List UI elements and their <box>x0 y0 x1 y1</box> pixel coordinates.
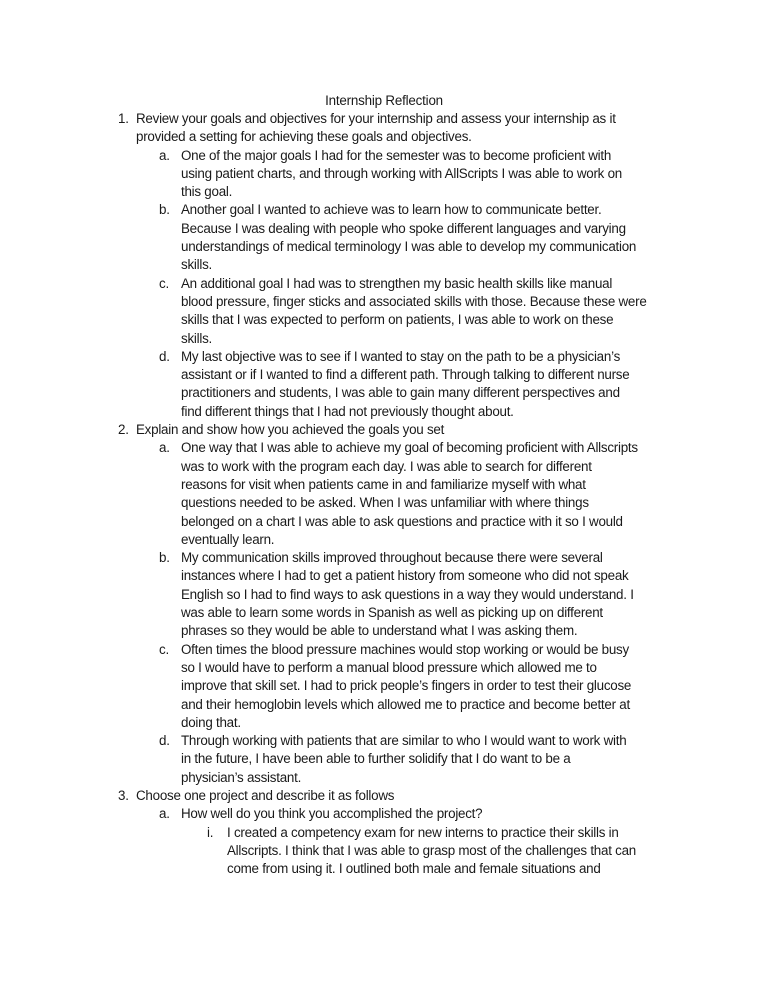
text-line: skills. <box>181 257 212 273</box>
text-line: Through working with patients that are similar to who I would want to work with <box>181 733 627 749</box>
answer-text <box>181 275 768 348</box>
question-text <box>136 787 768 805</box>
list-letter: a. <box>159 806 170 822</box>
text-line: Choose one project and describe it as follows <box>136 787 395 803</box>
list-letter: c. <box>159 641 169 657</box>
answer-2a <box>0 439 768 549</box>
text-line: reasons for visit when patients came in and familiarize myself with what <box>181 476 586 492</box>
answer-2d <box>0 732 768 787</box>
document-body <box>0 110 768 878</box>
text-line: using patient charts, and through working with AllScripts I was able to work on <box>181 165 622 181</box>
answer-text <box>181 439 768 549</box>
text-line: in the future, I have been able to further solidify that I do want to be a <box>181 751 571 767</box>
text-line: Another goal I wanted to achieve was to learn how to communicate better. <box>181 202 602 218</box>
answer-text <box>181 549 768 640</box>
list-letter: d. <box>159 733 170 749</box>
text-line: provided a setting for achieving these goals and objectives. <box>136 129 472 145</box>
text-line: My last objective was to see if I wanted to stay on the path to be a physician’s <box>181 348 621 364</box>
text-line: Often times the blood pressure machines would stop working or would be busy <box>181 641 629 657</box>
subquestion-3a <box>0 805 768 823</box>
text-line: eventually learn. <box>181 531 275 547</box>
text-line: An additional goal I had was to strengthen my basic health skills like manual <box>181 275 613 291</box>
text-line: assistant or if I wanted to find a different path. Through talking to different nurse <box>181 367 630 383</box>
text-line: skills that I was expected to perform on patients, I was able to work on these <box>181 312 614 328</box>
list-letter: b. <box>159 202 170 218</box>
answer-1b <box>0 201 768 274</box>
text-line: improve that skill set. I had to prick people’s fingers in order to test their glucose <box>181 678 632 694</box>
text-line: One way that I was able to achieve my goal of becoming proficient with Allscripts <box>181 440 638 456</box>
answer-text <box>181 641 768 732</box>
text-line: this goal. <box>181 184 233 200</box>
question-1 <box>0 110 768 147</box>
list-roman: i. <box>207 824 214 840</box>
text-line: find different things that I had not previously thought about. <box>181 403 514 419</box>
text-line: Allscripts. I think that I was able to grasp most of the challenges that can <box>227 842 636 858</box>
text-line: understandings of medical terminology I was able to develop my communication <box>181 239 637 255</box>
document-title: Internship Reflection <box>325 93 443 108</box>
text-line: blood pressure, finger sticks and associated skills with those. Because these were <box>181 293 647 309</box>
answer-2c <box>0 641 768 732</box>
text-line: I created a competency exam for new interns to practice their skills in <box>227 824 619 840</box>
question-text <box>136 110 768 147</box>
list-number: 3. <box>118 787 129 803</box>
answer-3a-i <box>0 824 768 879</box>
answer-2b <box>0 549 768 640</box>
answer-1c <box>0 275 768 348</box>
answer-text <box>181 201 768 274</box>
text-line: My communication skills improved throughout because there were several <box>181 550 603 566</box>
text-line: was to work with the program each day. I was able to search for different <box>181 458 592 474</box>
text-line: Explain and show how you achieved the goals you set <box>136 422 445 438</box>
answer-1d <box>0 348 768 421</box>
answer-text <box>181 147 768 202</box>
text-line: belonged on a chart I was able to ask questions and practice with it so I would <box>181 513 623 529</box>
text-line: physician’s assistant. <box>181 769 302 785</box>
text-line: come from using it. I outlined both male and female situations and <box>227 861 601 877</box>
list-letter: b. <box>159 550 170 566</box>
text-line: English so I had to find ways to ask questions in a way they would understand. I <box>181 586 634 602</box>
text-line: How well do you think you accomplished the project? <box>181 806 483 822</box>
list-letter: d. <box>159 348 170 364</box>
list-letter: c. <box>159 275 169 291</box>
answer-text <box>181 732 768 787</box>
list-letter: a. <box>159 147 170 163</box>
list-letter: a. <box>159 440 170 456</box>
text-line: and their hemoglobin levels which allowed me to practice and become better at <box>181 696 630 712</box>
question-3 <box>0 787 768 805</box>
text-line: Because I was dealing with people who spoke different languages and varying <box>181 220 626 236</box>
answer-text <box>227 824 768 879</box>
text-line: so I would have to perform a manual blood pressure which allowed me to <box>181 659 597 675</box>
answer-1a <box>0 147 768 202</box>
text-line: phrases so they would be able to understand what I was asking them. <box>181 623 578 639</box>
list-number: 2. <box>118 422 129 438</box>
answer-text <box>181 348 768 421</box>
text-line: doing that. <box>181 714 241 730</box>
question-text <box>136 421 768 439</box>
text-line: practitioners and students, I was able to gain many different perspectives and <box>181 385 620 401</box>
text-line: Review your goals and objectives for your internship and assess your internship as it <box>136 111 616 126</box>
text-line: skills. <box>181 330 212 346</box>
text-line: was able to learn some words in Spanish as well as picking up on different <box>181 605 603 621</box>
text-line: questions needed to be asked. When I was unfamiliar with where things <box>181 495 589 511</box>
text-line: One of the major goals I had for the semester was to become proficient with <box>181 147 612 163</box>
list-number: 1. <box>118 111 129 126</box>
subquestion-text <box>181 805 768 823</box>
question-2 <box>0 421 768 439</box>
text-line: instances where I had to get a patient history from someone who did not speak <box>181 568 629 584</box>
